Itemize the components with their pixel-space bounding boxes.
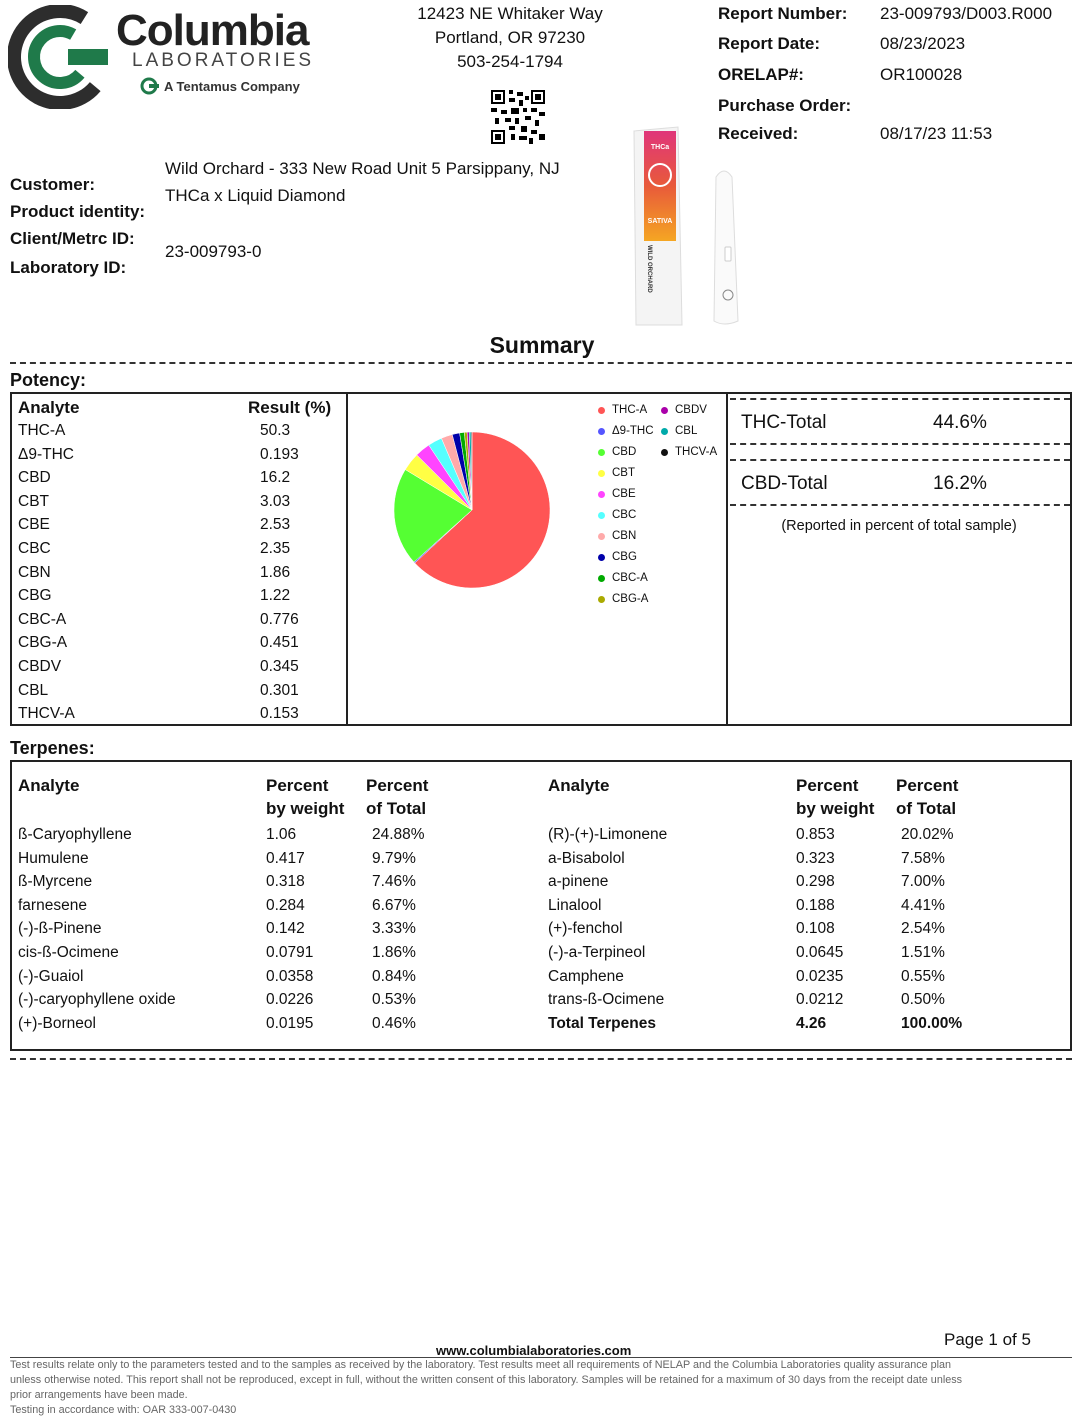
potency-result: 2.35 (260, 540, 291, 557)
logo-name: Columbia (116, 6, 309, 55)
terpene-weight: 0.0645 (796, 944, 844, 961)
potency-analyte: CBG-A (18, 634, 68, 652)
terpene-total: 1.86% (372, 944, 416, 961)
potency-analyte: CBT (18, 492, 49, 510)
potency-result: 50.3 (260, 422, 291, 439)
report-date: 08/23/2023 (880, 34, 966, 53)
legend-label: CBDV (675, 404, 707, 416)
terpene-weight: 0.0212 (796, 991, 844, 1009)
disclaimer-line: unless otherwise noted. This report shall not be reproduced, except in full, without the written consent of this laboratory. Samples will be retained for a maximum of 30 days from the receipt date unless (10, 1374, 963, 1386)
terpene-total: 0.55% (901, 967, 945, 985)
customer-value: Wild Orchard - 333 New Road Unit 5 Parsippany, NJ (165, 159, 560, 178)
terpene-weight: 0.853 (796, 826, 835, 843)
terpene-weight: 0.108 (796, 920, 835, 938)
product-photo (628, 125, 808, 330)
terp-analyte-header-right: Analyte (548, 776, 610, 795)
terpene-total: 20.02% (901, 826, 954, 843)
reported-note: (Reported in percent of total sample) (781, 518, 1017, 534)
report-date-label: Report Date: (718, 34, 821, 53)
terpene-weight: 1.06 (266, 826, 297, 843)
total-terpenes-total: 100.00% (901, 1014, 963, 1032)
thc-total-value: 44.6% (933, 412, 987, 433)
potency-result: 1.22 (260, 587, 291, 605)
potency-result: 0.451 (260, 634, 299, 652)
legend-label: CBD (612, 446, 637, 458)
terpene-total: 0.84% (372, 967, 416, 985)
cbd-total-label: CBD-Total (741, 473, 828, 494)
legend-dot-icon (661, 449, 668, 456)
terpene-weight: 0.0226 (266, 991, 314, 1009)
potency-analyte: CBN (18, 563, 51, 581)
terpene-analyte: (-)-Guaiol (18, 967, 84, 985)
divider (346, 392, 348, 726)
potency-row (18, 658, 338, 680)
legend-item (598, 423, 654, 439)
potency-row (18, 516, 338, 538)
potency-analyte: THCV-A (18, 705, 75, 723)
terpene-weight: 0.0791 (266, 944, 314, 961)
terpene-weight: 0.298 (796, 873, 835, 891)
potency-row (18, 611, 338, 633)
potency-row (18, 634, 338, 656)
terpene-total: 7.58% (901, 849, 945, 867)
legend-dot-icon (598, 512, 605, 519)
terpene-analyte: (-)-a-Terpineol (548, 944, 646, 961)
potency-analyte-header: Analyte (18, 398, 80, 417)
terpene-analyte: a-pinene (548, 873, 609, 891)
legend-dot-icon (598, 428, 605, 435)
potency-result: 1.86 (260, 563, 291, 581)
potency-result-header: Result (%) (248, 398, 332, 417)
terpene-total: 7.00% (901, 873, 945, 891)
terpene-analyte: a-Bisabolol (548, 849, 625, 867)
total-terpenes-weight: 4.26 (796, 1014, 827, 1032)
potency-result: 2.53 (260, 516, 291, 534)
legend-item (661, 402, 707, 418)
tagline-text: A Tentamus Company (164, 78, 300, 94)
address-line-2: Portland, OR 97230 (434, 28, 586, 47)
terp-total-header-right: Percent of Total (896, 776, 959, 818)
terpene-total: 2.54% (901, 920, 945, 938)
potency-row (18, 469, 338, 491)
terpene-total: 24.88% (372, 826, 425, 843)
terpene-total: 0.50% (901, 991, 945, 1009)
potency-result: 0.776 (260, 610, 299, 628)
disclaimer-line: prior arrangements have been made. (10, 1389, 188, 1401)
potency-result: 0.301 (260, 681, 299, 699)
potency-result: 16.2 (260, 469, 291, 487)
qr-code-icon (491, 90, 545, 144)
website-link[interactable]: www.columbialaboratories.com (436, 1343, 632, 1358)
terpene-analyte: ß-Caryophyllene (18, 826, 132, 843)
terpene-weight: 0.318 (266, 873, 305, 891)
potency-row (18, 446, 338, 468)
box-strain-text: SATIVA (647, 218, 673, 225)
divider (726, 392, 728, 726)
legend-item (598, 444, 636, 460)
terpene-analyte: (-)-caryophyllene oxide (18, 991, 176, 1009)
terpene-analyte: ß-Myrcene (18, 873, 93, 891)
terpene-analyte: cis-ß-Ocimene (18, 944, 119, 961)
report-number: 23-009793/D003.R000 (880, 4, 1053, 23)
client-id-label: Client/Metrc ID: (10, 229, 135, 248)
product-identity-label: Product identity: (10, 202, 146, 221)
product-identity-value: THCa x Liquid Diamond (165, 186, 346, 205)
legend-item (598, 528, 636, 544)
purchase-order-label: Purchase Order: (718, 96, 852, 115)
divider (10, 1058, 1072, 1060)
terpene-weight: 0.323 (796, 849, 835, 867)
orelap-label: ORELAP#: (718, 65, 804, 84)
divider (10, 362, 1072, 364)
summary-title: Summary (489, 332, 595, 358)
terpene-weight: 0.142 (266, 920, 305, 938)
terpene-weight: 0.188 (796, 896, 835, 914)
terpenes-title: Terpenes: (10, 738, 95, 758)
legend-item (598, 486, 636, 502)
legend-label: CBG-A (612, 593, 649, 605)
legend-item (598, 465, 635, 481)
legend-label: THC-A (612, 404, 648, 416)
legend-item (598, 507, 636, 523)
legend-dot-icon (598, 407, 605, 414)
terpene-analyte: (-)-ß-Pinene (18, 920, 102, 938)
logo-subtitle: LABORATORIES (132, 50, 315, 71)
terpene-total: 1.51% (901, 944, 945, 961)
potency-row (18, 682, 338, 704)
thc-total-label: THC-Total (741, 412, 827, 433)
terp-weight-header-left: Percent by weight (266, 776, 345, 818)
received-label: Received: (718, 124, 799, 143)
disclaimer (10, 1358, 1070, 1418)
legend-label: THCV-A (675, 446, 718, 458)
customer-label: Customer: (10, 175, 96, 194)
divider (730, 398, 1070, 400)
box-thca-text: THCa (650, 144, 670, 151)
potency-result: 3.03 (260, 492, 291, 510)
terpene-total: 4.41% (901, 896, 945, 914)
legend-item (598, 402, 647, 418)
total-terpenes-analyte: Total Terpenes (548, 1014, 656, 1032)
terpene-analyte: Camphene (548, 967, 624, 985)
terpene-analyte: (+)-Borneol (18, 1014, 96, 1032)
terpene-total: 9.79% (372, 849, 416, 867)
legend-dot-icon (598, 470, 605, 477)
legend-label: CBE (612, 488, 636, 500)
terp-weight-header-right: Percent by weight (796, 776, 875, 818)
cbd-total-value: 16.2% (933, 473, 987, 494)
potency-analyte: CBC (18, 540, 51, 557)
terpene-weight: 0.284 (266, 896, 305, 914)
orelap-number: OR100028 (880, 65, 963, 84)
legend-label: CBC-A (612, 572, 648, 584)
potency-result: 0.153 (260, 705, 299, 723)
received-date: 08/17/23 11:53 (880, 124, 993, 143)
potency-title: Potency: (10, 370, 87, 390)
terpene-analyte: Linalool (548, 896, 602, 914)
legend-label: CBL (675, 425, 698, 437)
terpene-analyte: trans-ß-Ocimene (548, 991, 665, 1009)
potency-row (18, 493, 338, 515)
potency-analyte: THC-A (18, 422, 66, 439)
columbia-logo-icon (8, 5, 112, 109)
legend-label: CBG (612, 551, 637, 563)
terpene-weight: 0.0358 (266, 967, 314, 985)
potency-analyte: CBG (18, 587, 52, 605)
divider (730, 443, 1070, 445)
laboratory-id-label: Laboratory ID: (10, 258, 127, 277)
terpene-total: 0.53% (372, 991, 416, 1009)
potency-analyte: CBL (18, 681, 49, 699)
terp-analyte-header-left: Analyte (18, 776, 80, 795)
legend-dot-icon (598, 554, 605, 561)
potency-row (18, 564, 338, 586)
legend-item (598, 570, 648, 586)
legend-dot-icon (661, 407, 668, 414)
terpene-weight: 0.0195 (266, 1014, 314, 1032)
legend-label: CBC (612, 509, 637, 521)
page-number: Page 1 of 5 (944, 1330, 1031, 1349)
terpene-analyte: (R)-(+)-Limonene (548, 826, 668, 843)
potency-row (18, 587, 338, 609)
legend-item (661, 423, 697, 439)
report-number-label: Report Number: (718, 4, 848, 23)
potency-result: 0.193 (260, 445, 299, 463)
legend-dot-icon (661, 428, 668, 435)
terpene-total: 7.46% (372, 873, 416, 891)
legend-label: CBT (612, 467, 635, 479)
terpene-total: 3.33% (372, 920, 416, 938)
terpene-analyte: Humulene (18, 849, 89, 867)
laboratory-id-value: 23-009793-0 (165, 242, 262, 261)
phone-number: 503-254-1794 (457, 52, 563, 71)
disclaimer-line: Testing in accordance with: OAR 333-007-0430 (10, 1404, 237, 1416)
terpene-weight: 0.417 (266, 849, 305, 867)
divider (730, 459, 1070, 461)
potency-analyte: CBD (18, 469, 51, 487)
legend-item (661, 444, 717, 460)
legend-dot-icon (598, 596, 605, 603)
terpene-analyte: (+)-fenchol (548, 920, 623, 938)
terpene-weight: 0.0235 (796, 967, 844, 985)
disclaimer-line: Test results relate only to the parameters tested and to the samples as received by the laboratory. Test results meet all requirements of NELAP and the Columbia Laboratories quality assurance plan (10, 1359, 952, 1371)
tentamus-icon (140, 77, 160, 95)
potency-analyte: CBE (18, 516, 50, 534)
potency-row (18, 540, 338, 562)
legend-dot-icon (598, 575, 605, 582)
potency-pie-chart (390, 428, 554, 592)
legend-label: CBN (612, 530, 637, 542)
box-brand-text: WILD ORCHARD (646, 245, 652, 293)
legend-dot-icon (598, 533, 605, 540)
terp-total-header-left: Percent of Total (366, 776, 429, 818)
terpene-total: 0.46% (372, 1014, 416, 1032)
legend-dot-icon (598, 449, 605, 456)
logo-tagline (140, 77, 300, 95)
potency-analyte: CBDV (18, 658, 62, 675)
terpene-analyte: farnesene (18, 896, 87, 914)
legend-item (598, 549, 637, 565)
potency-row (18, 705, 338, 727)
terpene-total: 6.67% (372, 896, 416, 914)
potency-analyte: CBC-A (18, 610, 67, 628)
legend-dot-icon (598, 491, 605, 498)
potency-analyte: Δ9-THC (18, 445, 74, 463)
address-line-1: 12423 NE Whitaker Way (417, 4, 603, 23)
potency-result: 0.345 (260, 658, 299, 675)
potency-row (18, 422, 338, 444)
legend-item (598, 591, 648, 607)
divider (730, 504, 1070, 506)
legend-label: Δ9-THC (612, 425, 654, 437)
